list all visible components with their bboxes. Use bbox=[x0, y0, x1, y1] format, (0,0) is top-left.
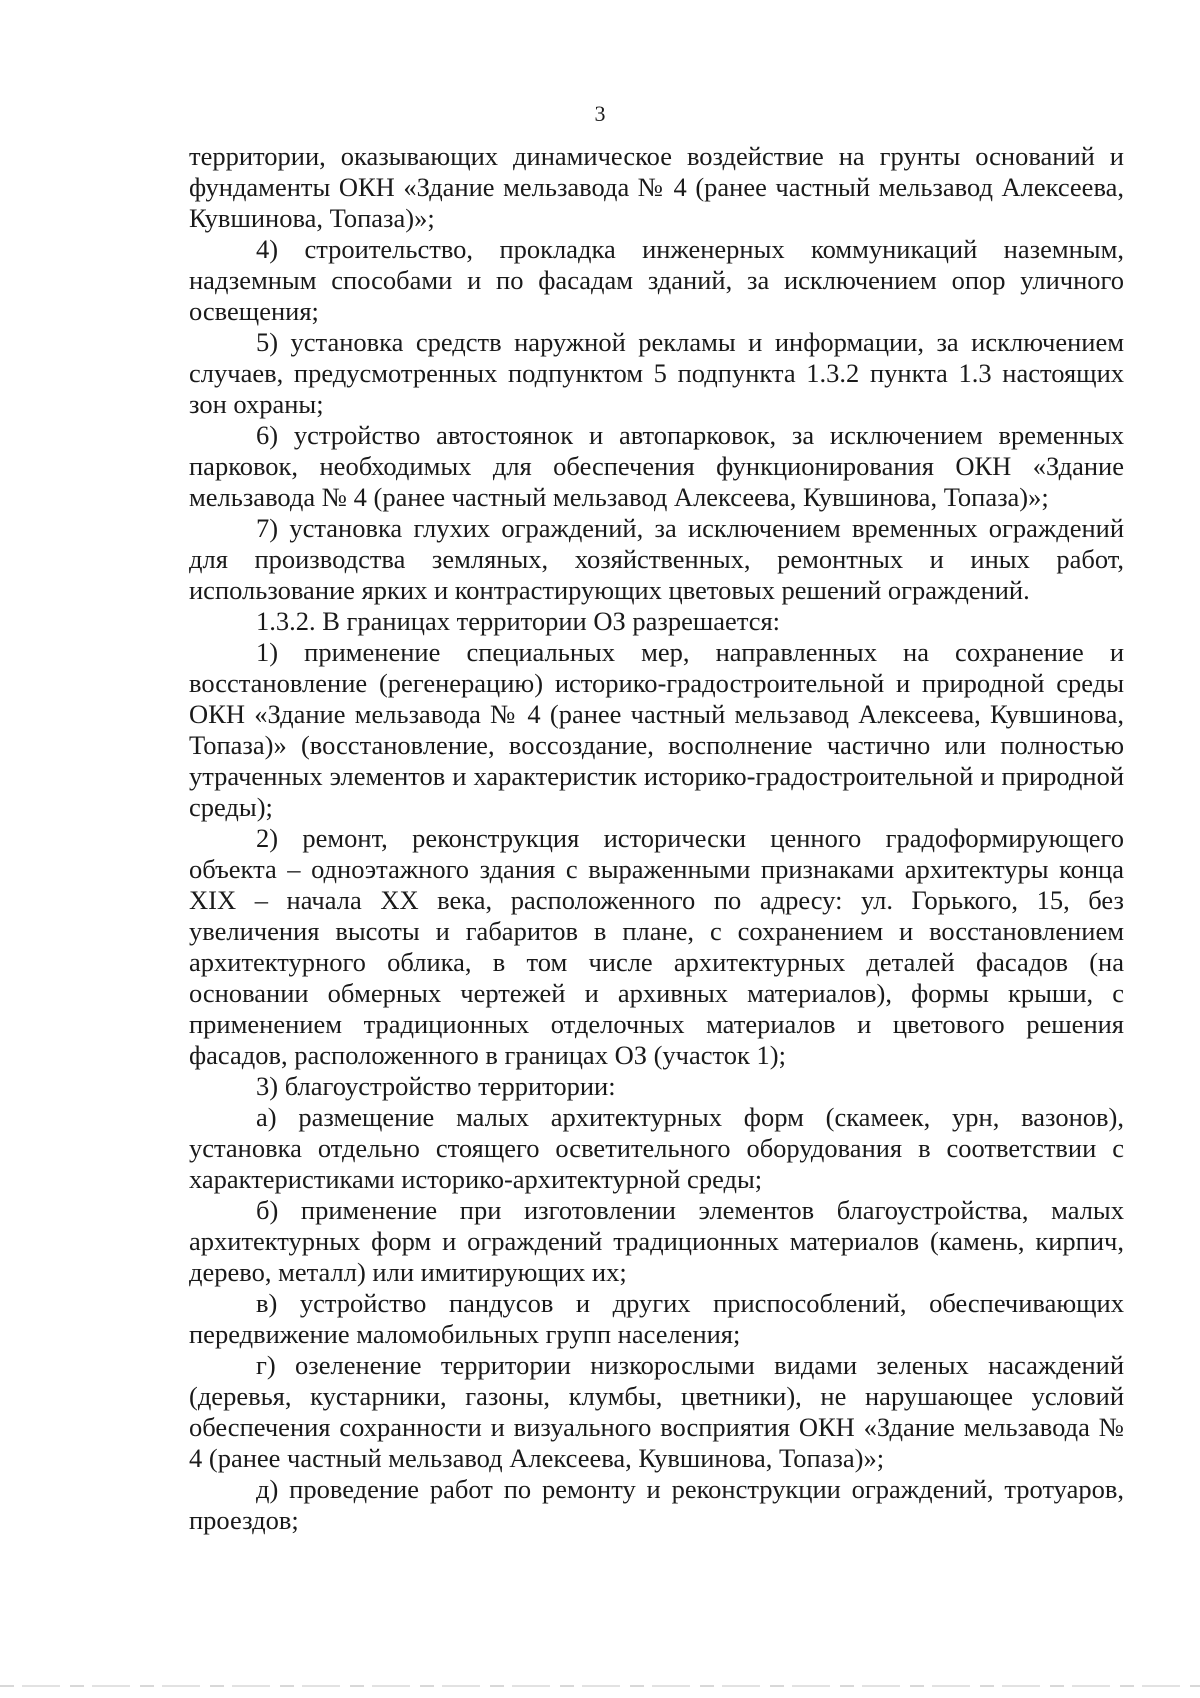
paragraph-allowed-3: 3) благоустройство территории: bbox=[256, 1071, 616, 1101]
paragraph-item-7: 7) установка глухих ограждений, за исключением временных ограждений для производства земляных, хозяйственных, ремонтных и иных работ, использование ярких и контрастирующих цветовых решений ограждений. bbox=[189, 513, 1124, 605]
page-number: 3 bbox=[594, 101, 606, 126]
paragraph-item-6: 6) устройство автостоянок и автопарковок, за исключением временных парковок, необходимых для обеспечения функционирования ОКН «Здание мельзавода № 4 (ранее частный мельзавод Алексеева, Кувшинова, Топаза)»; bbox=[189, 420, 1124, 512]
paragraph-item-5: 5) установка средств наружной рекламы и информации, за исключением случаев, предусмотренных подпунктом 5 подпункта 1.3.2 пункта 1.3 настоящих зон охраны; bbox=[189, 327, 1124, 419]
paragraph-item-4: 4) строительство, прокладка инженерных коммуникаций наземным, надземным способами и по фасадам зданий, за исключением опор уличного освещения; bbox=[189, 234, 1124, 326]
paragraph-allowed-1: 1) применение специальных мер, направленных на сохранение и восстановление (регенерацию) историко-градостроительной и природной среды ОКН «Здание мельзавода № 4 (ранее частный мельзавод Алексеева, Кувшинова, Топаза)» (восстановление, воссоздание, восполнение частично или полностью утраченных элементов и характеристик историко-градостроительной и природной среды); bbox=[189, 637, 1124, 822]
paragraph-subitem-b: б) применение при изготовлении элементов благоустройства, малых архитектурных форм и ограждений традиционных материалов (камень, кирпич, дерево, металл) или имитирующих их; bbox=[189, 1195, 1124, 1287]
paragraph-continuation: территории, оказывающих динамическое воздействие на грунты оснований и фундаменты ОКН «Здание мельзавода № 4 (ранее частный мельзавод Алексеева, Кувшинова, Топаза)»; bbox=[189, 141, 1124, 233]
document-body bbox=[189, 141, 1124, 1536]
scan-edge-artifact bbox=[0, 1685, 1200, 1687]
section-heading-1-3-2: 1.3.2. В границах территории ОЗ разрешается: bbox=[256, 606, 781, 636]
paragraph-subitem-g: г) озеленение территории низкорослыми видами зеленых насаждений (деревья, кустарники, газоны, клумбы, цветники), не нарушающее условий обеспечения сохранности и визуального восприятия ОКН «Здание мельзавода № 4 (ранее частный мельзавод Алексеева, Кувшинова, Топаза)»; bbox=[189, 1350, 1124, 1473]
paragraph-subitem-a: а) размещение малых архитектурных форм (скамеек, урн, вазонов), установка отдельно стоящего осветительного оборудования в соответствии с характеристиками историко-архитектурной среды; bbox=[189, 1102, 1124, 1194]
paragraph-subitem-v: в) устройство пандусов и других приспособлений, обеспечивающих передвижение маломобильных групп населения; bbox=[189, 1288, 1124, 1349]
paragraph-allowed-2: 2) ремонт, реконструкция исторически ценного градоформирующего объекта – одноэтажного здания с выраженными признаками архитектуры конца XIX – начала XX века, расположенного по адресу: ул. Горького, 15, без увеличения высоты и габаритов в плане, с сохранением и восстановлением архитектурного облика, в том числе архитектурных деталей фасадов (на основании обмерных чертежей и архивных материалов), формы крыши, с применением традиционных отделочных материалов и цветового решения фасадов, расположенного в границах ОЗ (участок 1); bbox=[189, 823, 1124, 1070]
paragraph-subitem-d: д) проведение работ по ремонту и реконструкции ограждений, тротуаров, проездов; bbox=[189, 1474, 1124, 1535]
